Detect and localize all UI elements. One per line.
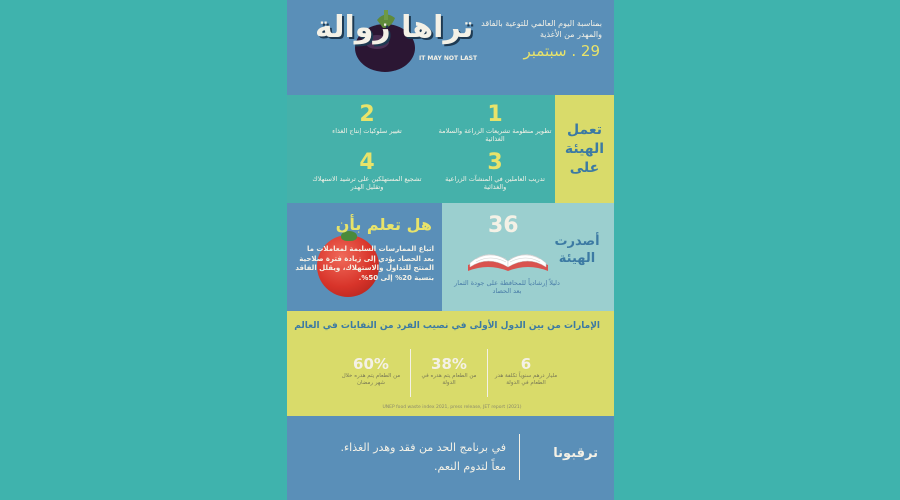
issued-title-line: الهيئة	[558, 251, 596, 266]
did-you-know-title: هل تعلم بأن	[335, 215, 432, 234]
infographic-poster	[287, 0, 614, 500]
stat-item	[492, 355, 560, 387]
work-text: تطوير منظومة تشريعات الزراعة والسلامة الغذائية	[438, 127, 552, 143]
stat-label: مليار درهم سنوياً تكلفة هدر الطعام في الدولة	[494, 373, 558, 386]
work-number: 1	[487, 102, 503, 127]
guides-count: 36	[488, 213, 519, 238]
stay-tuned-label: ترقبونا	[553, 446, 598, 461]
brand-title: تراها زوالة	[315, 10, 474, 45]
brand-subtitle-en: IT MAY NOT LAST	[419, 55, 478, 62]
stat-item	[415, 355, 483, 387]
footer-divider	[519, 434, 520, 480]
work-item	[435, 151, 555, 191]
work-text: تشجيع المستهلكين على ترشيد الاستهلاك وتقليل الهدر	[312, 175, 422, 191]
occasion-text: بمناسبة اليوم العالمي للتوعية بالفاقد والمهدر من الأغذية	[481, 19, 602, 39]
work-number: 2	[359, 102, 375, 127]
stat-divider	[410, 349, 411, 397]
occasion-date: 29 . سبتمبر	[523, 42, 600, 60]
stats-title: الإمارات من بين الدول الأولى في نصيب الفرد من النفايات في العالم	[294, 321, 600, 331]
works-title-line: الهيئة	[564, 140, 605, 157]
work-number: 3	[487, 150, 503, 175]
footer-line: في برنامج الحد من فقد وهدر الغذاء.	[340, 441, 506, 454]
stat-label: من الطعام يتم هدره في الدولة	[421, 373, 477, 386]
stat-value: 6	[520, 355, 532, 373]
footer-line: معاً لتدوم النعم.	[434, 460, 506, 473]
issued-title-line: أصدرت	[554, 234, 600, 249]
did-you-know-panel	[287, 203, 442, 311]
works-title	[565, 121, 604, 178]
open-book-icon	[464, 243, 552, 275]
stat-value: 38%	[431, 355, 467, 373]
guides-caption: دليلاً إرشادياً للمحافظة على جودة الثمار بعد الحصاد	[454, 279, 560, 295]
source-note: UNEP food waste index 2021, press release, JET report (2021)	[382, 405, 522, 410]
work-text: تدريب العاملين في المنشآت الزراعية والغذائية	[445, 175, 545, 191]
work-item	[307, 151, 427, 191]
work-text: تغيير سلوكيات إنتاج الغذاء	[332, 127, 402, 135]
work-number: 4	[359, 150, 375, 175]
works-title-line: تعمل	[566, 121, 603, 138]
issued-panel	[442, 203, 614, 311]
work-item	[435, 103, 555, 143]
footer-banner	[287, 416, 614, 500]
works-section	[287, 95, 614, 203]
stat-divider	[487, 349, 488, 397]
works-title-line: على	[569, 159, 600, 176]
stat-label: من الطعام يتم هدره خلال شهر رمضان	[341, 373, 401, 386]
footer-text	[296, 438, 506, 476]
works-title-panel	[555, 95, 614, 203]
header-banner	[287, 0, 614, 95]
stat-item	[337, 355, 405, 387]
work-item	[307, 103, 427, 135]
issued-title	[552, 233, 602, 267]
did-you-know-text: اتباع الممارسات السليمة لمعاملات ما بعد الحصاد يؤدي إلى زيادة فترة صلاحية المنتج للتداول والاستهلاك، ويقلل الفاقد بنسبة 20% إلى 50%.	[295, 245, 434, 282]
stats-section	[287, 311, 614, 416]
stat-value: 60%	[353, 355, 389, 373]
